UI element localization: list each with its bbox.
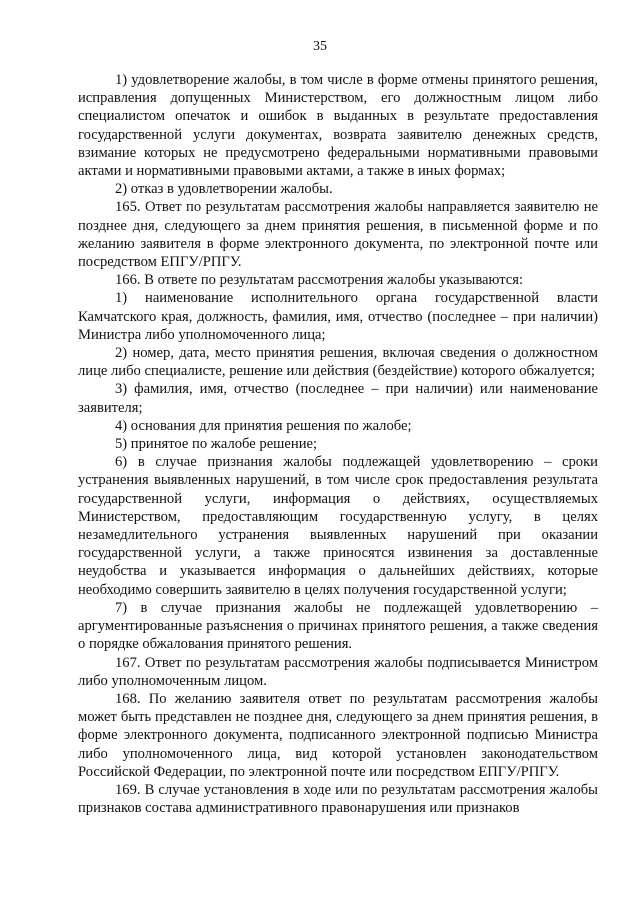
- paragraph-166: 166. В ответе по результатам рассмотрения жалобы указываются:: [115, 272, 524, 289]
- paragraph-168: 168. По желанию заявителя ответ по результатам рассмотрения жалобы может быть представлен не позднее дня, следующего за днем принятия решения, в форме электронного документа, подписанного электронной подписью Министра либо уполномоченного лица, вид которой установлен законодательством Российской Федерации, по электронной почте или посредством ЕПГУ/РПГУ.: [78, 690, 598, 780]
- paragraph-166-item-6: 6) в случае признания жалобы подлежащей удовлетворению – сроки устранения выявленных нарушений, в том числе срок предоставления результата государственной услуги, информация о действиях, осуществляемых Министерством, предоставляющим государственную услугу, в целях незамедлительного устранения выявленных нарушений при оказании государственной услуги, а также приносятся извинения за доставленные неудобства и указывается информация о дальнейших действиях, которые необходимо совершить заявителю в целях получения государственной услуги;: [78, 454, 598, 598]
- paragraph-166-item-7: 7) в случае признания жалобы не подлежащей удовлетворению – аргументированные разъяснения о причинах принятого решения, а также сведения о порядке обжалования принятого решения.: [78, 599, 598, 653]
- paragraph-169: 169. В случае установления в ходе или по результатам рассмотрения жалобы признаков состава административного правонарушения или признаков: [78, 781, 598, 817]
- document-body: [78, 71, 598, 817]
- paragraph-167: 167. Ответ по результатам рассмотрения жалобы подписывается Министром либо уполномоченным лицом.: [78, 654, 598, 689]
- paragraph-decision-satisfy: 1) удовлетворение жалобы, в том числе в форме отмены принятого решения, исправления допущенных Министерством, его должностным лицом либо специалистом опечаток и ошибок в выданных в результате предоставления государственной услуги документах, возврата заявителю денежных средств, взимание которых не предусмотрено федеральными нормативными правовыми актами и нормативными правовыми актами, а также в иных формах;: [78, 72, 598, 180]
- paragraph-166-item-3: 3) фамилия, имя, отчество (последнее – при наличии) или наименование заявителя;: [78, 381, 598, 416]
- paragraph-166-item-1: 1) наименование исполнительного органа государственной власти Камчатского края, должность, фамилия, имя, отчество (последнее – при наличии) Министра либо уполномоченного лица;: [78, 290, 598, 343]
- paragraph-165: 165. Ответ по результатам рассмотрения жалобы направляется заявителю не позднее дня, следующего за днем принятия решения, в письменной форме и по желанию заявителя в форме электронного документа, по электронной почте или посредством ЕПГУ/РПГУ.: [78, 199, 598, 271]
- page-number: 35: [313, 39, 327, 54]
- paragraph-166-item-5: 5) принятое по жалобе решение;: [115, 436, 318, 453]
- paragraph-166-item-4: 4) основания для принятия решения по жалобе;: [115, 417, 412, 434]
- paragraph-decision-refuse: 2) отказ в удовлетворении жалобы.: [115, 181, 333, 198]
- paragraph-166-item-2: 2) номер, дата, место принятия решения, включая сведения о должностном лице либо специалисте, решение или действия (бездействие) которого обжалуется;: [78, 345, 598, 380]
